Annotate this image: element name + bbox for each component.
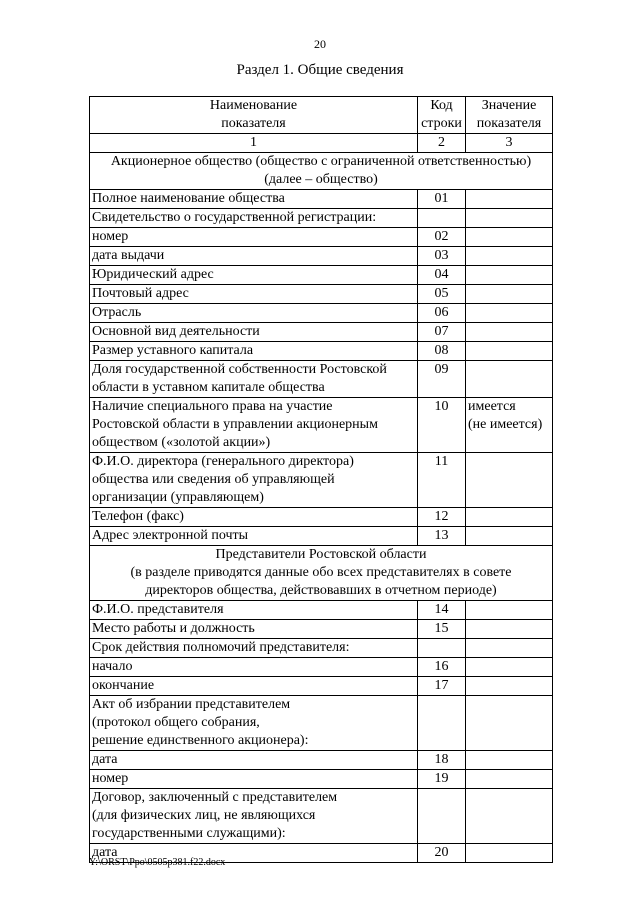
indicator-value <box>466 285 553 304</box>
indicator-name: Основной вид деятельности <box>90 323 418 342</box>
indicator-value <box>466 789 553 844</box>
indicator-name: Ф.И.О. представителя <box>90 601 418 620</box>
row-code: 12 <box>418 508 466 527</box>
column-number: 1 <box>90 134 418 153</box>
table-row <box>90 190 553 209</box>
group-title: Представители Ростовской области (в разделе приводятся данные обо всех представителях в совете директоров общества, действовавших в отчетном периоде) <box>90 546 553 601</box>
indicator-value <box>466 508 553 527</box>
column-number-row <box>90 134 553 153</box>
row-code: 07 <box>418 323 466 342</box>
table-row <box>90 361 553 398</box>
indicator-name: номер <box>90 228 418 247</box>
group-title-row <box>90 153 553 190</box>
row-code: 19 <box>418 770 466 789</box>
indicator-value <box>466 323 553 342</box>
indicator-name: Срок действия полномочий представителя: <box>90 639 418 658</box>
indicator-name: Наличие специального права на участие Ростовской области в управлении акционерным обществом («золотой акции») <box>90 398 418 453</box>
indicator-value <box>466 751 553 770</box>
indicator-value <box>466 209 553 228</box>
row-code: 18 <box>418 751 466 770</box>
indicator-name: Договор, заключенный с представителем (для физических лиц, не являющихся государственными служащими): <box>90 789 418 844</box>
table-row <box>90 639 553 658</box>
file-path-footer: Y:\ORST\Ppo\0505p381.f22.docx <box>89 857 226 868</box>
table-row <box>90 677 553 696</box>
indicator-value <box>466 527 553 546</box>
table-row <box>90 751 553 770</box>
table-row <box>90 247 553 266</box>
row-code <box>418 789 466 844</box>
table-row <box>90 285 553 304</box>
group-title: Акционерное общество (общество с ограниченной ответственностью) (далее – общество) <box>90 153 553 190</box>
column-number: 2 <box>418 134 466 153</box>
row-code: 08 <box>418 342 466 361</box>
table-row <box>90 770 553 789</box>
indicator-name: Ф.И.О. директора (генерального директора) общества или сведения об управляющей организации (управляющем) <box>90 453 418 508</box>
row-code: 15 <box>418 620 466 639</box>
indicator-name: дата <box>90 844 418 863</box>
indicator-name: Размер уставного капитала <box>90 342 418 361</box>
row-code: 20 <box>418 844 466 863</box>
table-row <box>90 228 553 247</box>
row-code <box>418 639 466 658</box>
indicator-value <box>466 247 553 266</box>
indicator-value <box>466 361 553 398</box>
table-row <box>90 209 553 228</box>
table-row <box>90 658 553 677</box>
row-code: 04 <box>418 266 466 285</box>
indicator-name: Место работы и должность <box>90 620 418 639</box>
indicator-name: Адрес электронной почты <box>90 527 418 546</box>
indicator-value <box>466 266 553 285</box>
indicator-value <box>466 844 553 863</box>
indicator-name: Почтовый адрес <box>90 285 418 304</box>
indicator-name: Телефон (факс) <box>90 508 418 527</box>
indicator-name: дата выдачи <box>90 247 418 266</box>
table-row <box>90 620 553 639</box>
indicator-name: номер <box>90 770 418 789</box>
indicator-value <box>466 639 553 658</box>
table-row <box>90 789 553 844</box>
indicator-name: Доля государственной собственности Ростовской области в уставном капитале общества <box>90 361 418 398</box>
column-number: 3 <box>466 134 553 153</box>
row-code <box>418 696 466 751</box>
indicator-value: имеется (не имеется) <box>466 398 553 453</box>
row-code: 17 <box>418 677 466 696</box>
indicator-value <box>466 696 553 751</box>
header-value: Значение показателя <box>466 97 553 134</box>
indicator-value <box>466 677 553 696</box>
indicator-value <box>466 620 553 639</box>
row-code: 02 <box>418 228 466 247</box>
group-title-row <box>90 546 553 601</box>
indicator-value <box>466 228 553 247</box>
indicator-name: окончание <box>90 677 418 696</box>
table-row <box>90 601 553 620</box>
row-code: 05 <box>418 285 466 304</box>
indicator-value <box>466 453 553 508</box>
table-row <box>90 453 553 508</box>
row-code: 01 <box>418 190 466 209</box>
row-code: 13 <box>418 527 466 546</box>
indicator-name: Свидетельство о государственной регистрации: <box>90 209 418 228</box>
table-row <box>90 304 553 323</box>
indicator-name: Полное наименование общества <box>90 190 418 209</box>
indicator-value <box>466 304 553 323</box>
table-header-row <box>90 97 553 134</box>
row-code: 11 <box>418 453 466 508</box>
indicator-value <box>466 770 553 789</box>
page-number: 20 <box>314 37 326 51</box>
indicator-value <box>466 658 553 677</box>
general-info-table <box>89 96 553 863</box>
row-code: 16 <box>418 658 466 677</box>
table-row <box>90 398 553 453</box>
indicator-name: Юридический адрес <box>90 266 418 285</box>
indicator-value <box>466 601 553 620</box>
indicator-name: Акт об избрании представителем (протокол общего собрания, решение единственного акционера): <box>90 696 418 751</box>
indicator-value <box>466 342 553 361</box>
header-code: Код строки <box>418 97 466 134</box>
table-row <box>90 696 553 751</box>
row-code: 10 <box>418 398 466 453</box>
table-row <box>90 323 553 342</box>
table-row <box>90 266 553 285</box>
row-code: 14 <box>418 601 466 620</box>
row-code: 03 <box>418 247 466 266</box>
table-row <box>90 527 553 546</box>
row-code <box>418 209 466 228</box>
indicator-name: Отрасль <box>90 304 418 323</box>
table-row <box>90 508 553 527</box>
row-code: 06 <box>418 304 466 323</box>
indicator-value <box>466 190 553 209</box>
header-name: Наименование показателя <box>90 97 418 134</box>
section-title: Раздел 1. Общие сведения <box>236 62 404 78</box>
indicator-name: дата <box>90 751 418 770</box>
table-row <box>90 342 553 361</box>
indicator-name: начало <box>90 658 418 677</box>
row-code: 09 <box>418 361 466 398</box>
